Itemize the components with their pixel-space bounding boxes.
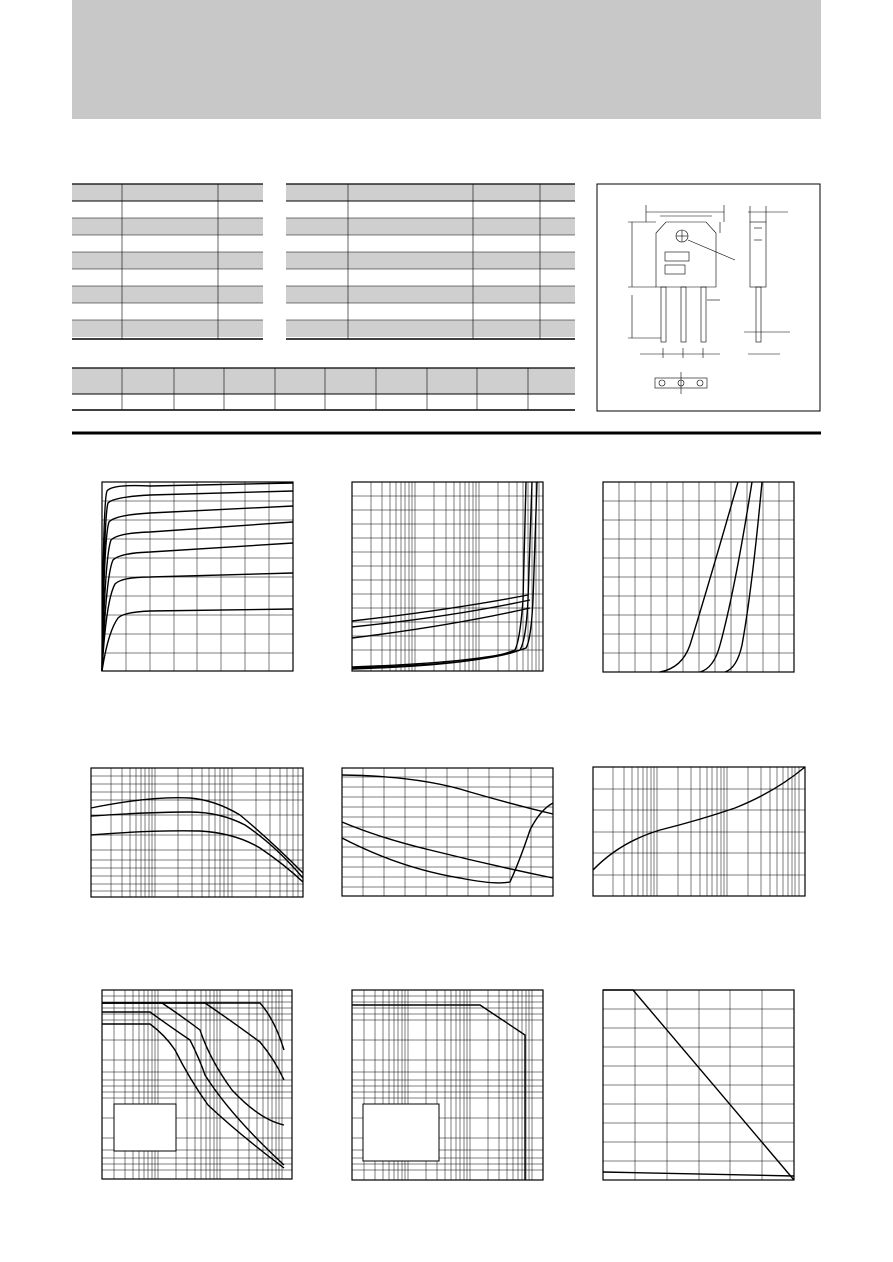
package-drawing <box>597 184 820 411</box>
electrical-table <box>286 184 575 339</box>
chart-hfe-ic <box>91 768 303 897</box>
chart-vce-sat <box>352 482 543 671</box>
chart-vce-ic <box>342 768 553 896</box>
hfe-table <box>72 368 575 410</box>
chart-safe-operating-area-1 <box>102 990 292 1179</box>
chart-ic-vce <box>102 482 293 671</box>
chart-transient <box>593 767 805 896</box>
chart-ic-vbe <box>603 482 794 672</box>
chart-derating <box>603 990 794 1180</box>
chart-safe-operating-area-2 <box>352 990 543 1180</box>
ratings-table <box>72 184 263 339</box>
